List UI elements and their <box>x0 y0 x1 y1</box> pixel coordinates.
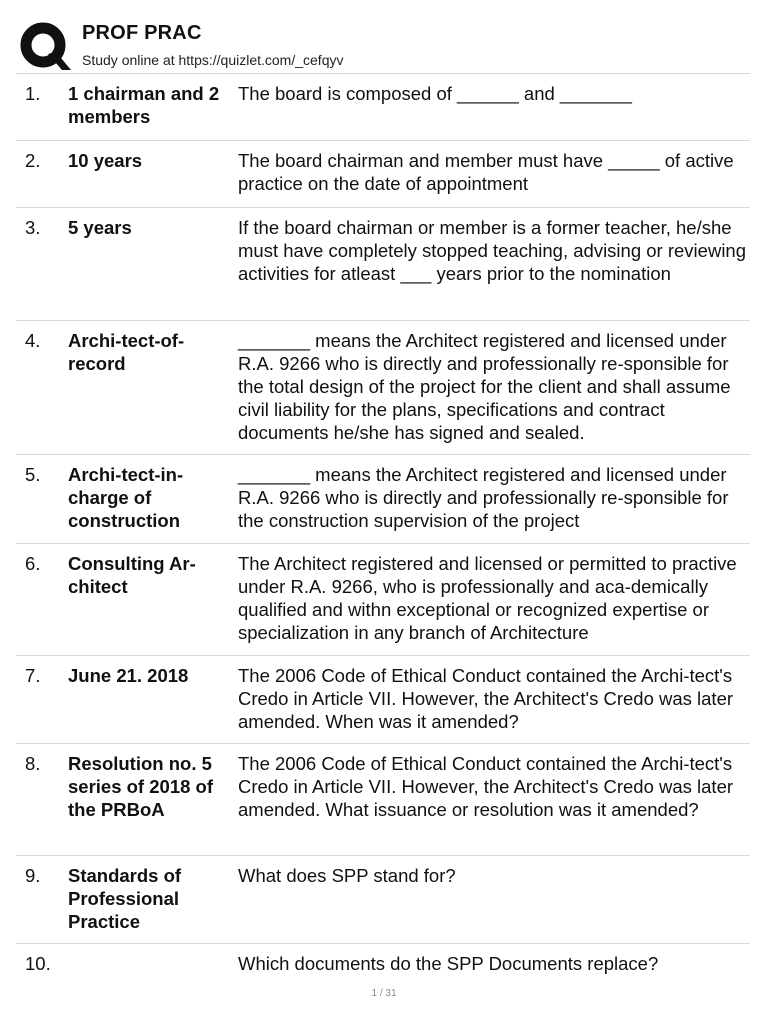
card-definition: If the board chairman or member is a former teacher, he/she must have completely stopped teaching, advising or reviewing activities for atleast ___ years prior to the nomination <box>238 217 747 284</box>
card-row-7 <box>16 656 750 744</box>
card-number: 2. <box>25 150 41 171</box>
card-row-3 <box>16 208 750 321</box>
card-number: 1. <box>25 83 41 104</box>
card-number: 6. <box>25 553 41 574</box>
card-row-4 <box>16 321 750 455</box>
card-term: 5 years <box>68 217 132 238</box>
card-term: Consulting Ar-chitect <box>68 553 196 597</box>
card-term: June 21. 2018 <box>68 665 189 686</box>
card-definition: The board is composed of ______ and _______ <box>238 83 632 104</box>
quizlet-logo-icon <box>18 20 72 74</box>
card-row-1 <box>16 74 750 141</box>
card-definition: The Architect registered and licensed or permitted to practive under R.A. 9266, who is professionally and aca-demically qualified and withn exceptional or recognized expertise or specialization in any branch of Architecture <box>238 553 737 643</box>
card-number: 8. <box>25 753 41 774</box>
card-row-6 <box>16 544 750 656</box>
card-number: 7. <box>25 665 41 686</box>
card-number: 4. <box>25 330 41 351</box>
card-term: 1 chairman and 2 members <box>68 83 220 127</box>
card-definition: Which documents do the SPP Documents replace? <box>238 953 659 974</box>
card-definition: The board chairman and member must have _____ of active practice on the date of appointment <box>238 150 734 194</box>
card-term: Archi-tect-of-record <box>68 330 185 374</box>
card-number: 3. <box>25 217 41 238</box>
card-row-2 <box>16 141 750 208</box>
card-definition: The 2006 Code of Ethical Conduct contained the Archi-tect's Credo in Article VII. However, the Architect's Credo was later amended. When was it amended? <box>238 665 734 732</box>
card-definition: What does SPP stand for? <box>238 865 456 886</box>
card-number: 5. <box>25 464 41 485</box>
card-number: 9. <box>25 865 41 886</box>
card-definition: The 2006 Code of Ethical Conduct contained the Archi-tect's Credo in Article VII. However, the Architect's Credo was later amended. What issuance or resolution was it amended? <box>238 753 734 820</box>
card-term: Standards of Professional Practice <box>68 865 182 932</box>
card-number: 10. <box>25 953 51 974</box>
card-definition: _______ means the Architect registered and licensed under R.A. 9266 who is directly and professionally re-sponsible for the total design of the project for the client and shall assume civil liability for the plans, specifications and contract documents he/she has signed and sealed. <box>238 330 731 443</box>
study-link: Study online at https://quizlet.com/_cefqyv <box>82 52 344 68</box>
card-term: Resolution no. 5 series of 2018 of the PRBoA <box>68 753 213 820</box>
page-title: PROF PRAC <box>82 22 202 44</box>
card-term: 10 years <box>68 150 143 171</box>
card-row-5 <box>16 455 750 544</box>
page-header <box>16 16 752 74</box>
page-number: 1 / 31 <box>371 988 397 999</box>
flashcard-list <box>16 74 750 980</box>
card-row-10 <box>16 944 750 980</box>
card-term: Archi-tect-in-charge of construction <box>68 464 184 531</box>
card-definition: _______ means the Architect registered and licensed under R.A. 9266 who is directly and professionally re-sponsible for the construction supervision of the project <box>238 464 729 531</box>
card-row-9 <box>16 856 750 944</box>
card-row-8 <box>16 744 750 856</box>
